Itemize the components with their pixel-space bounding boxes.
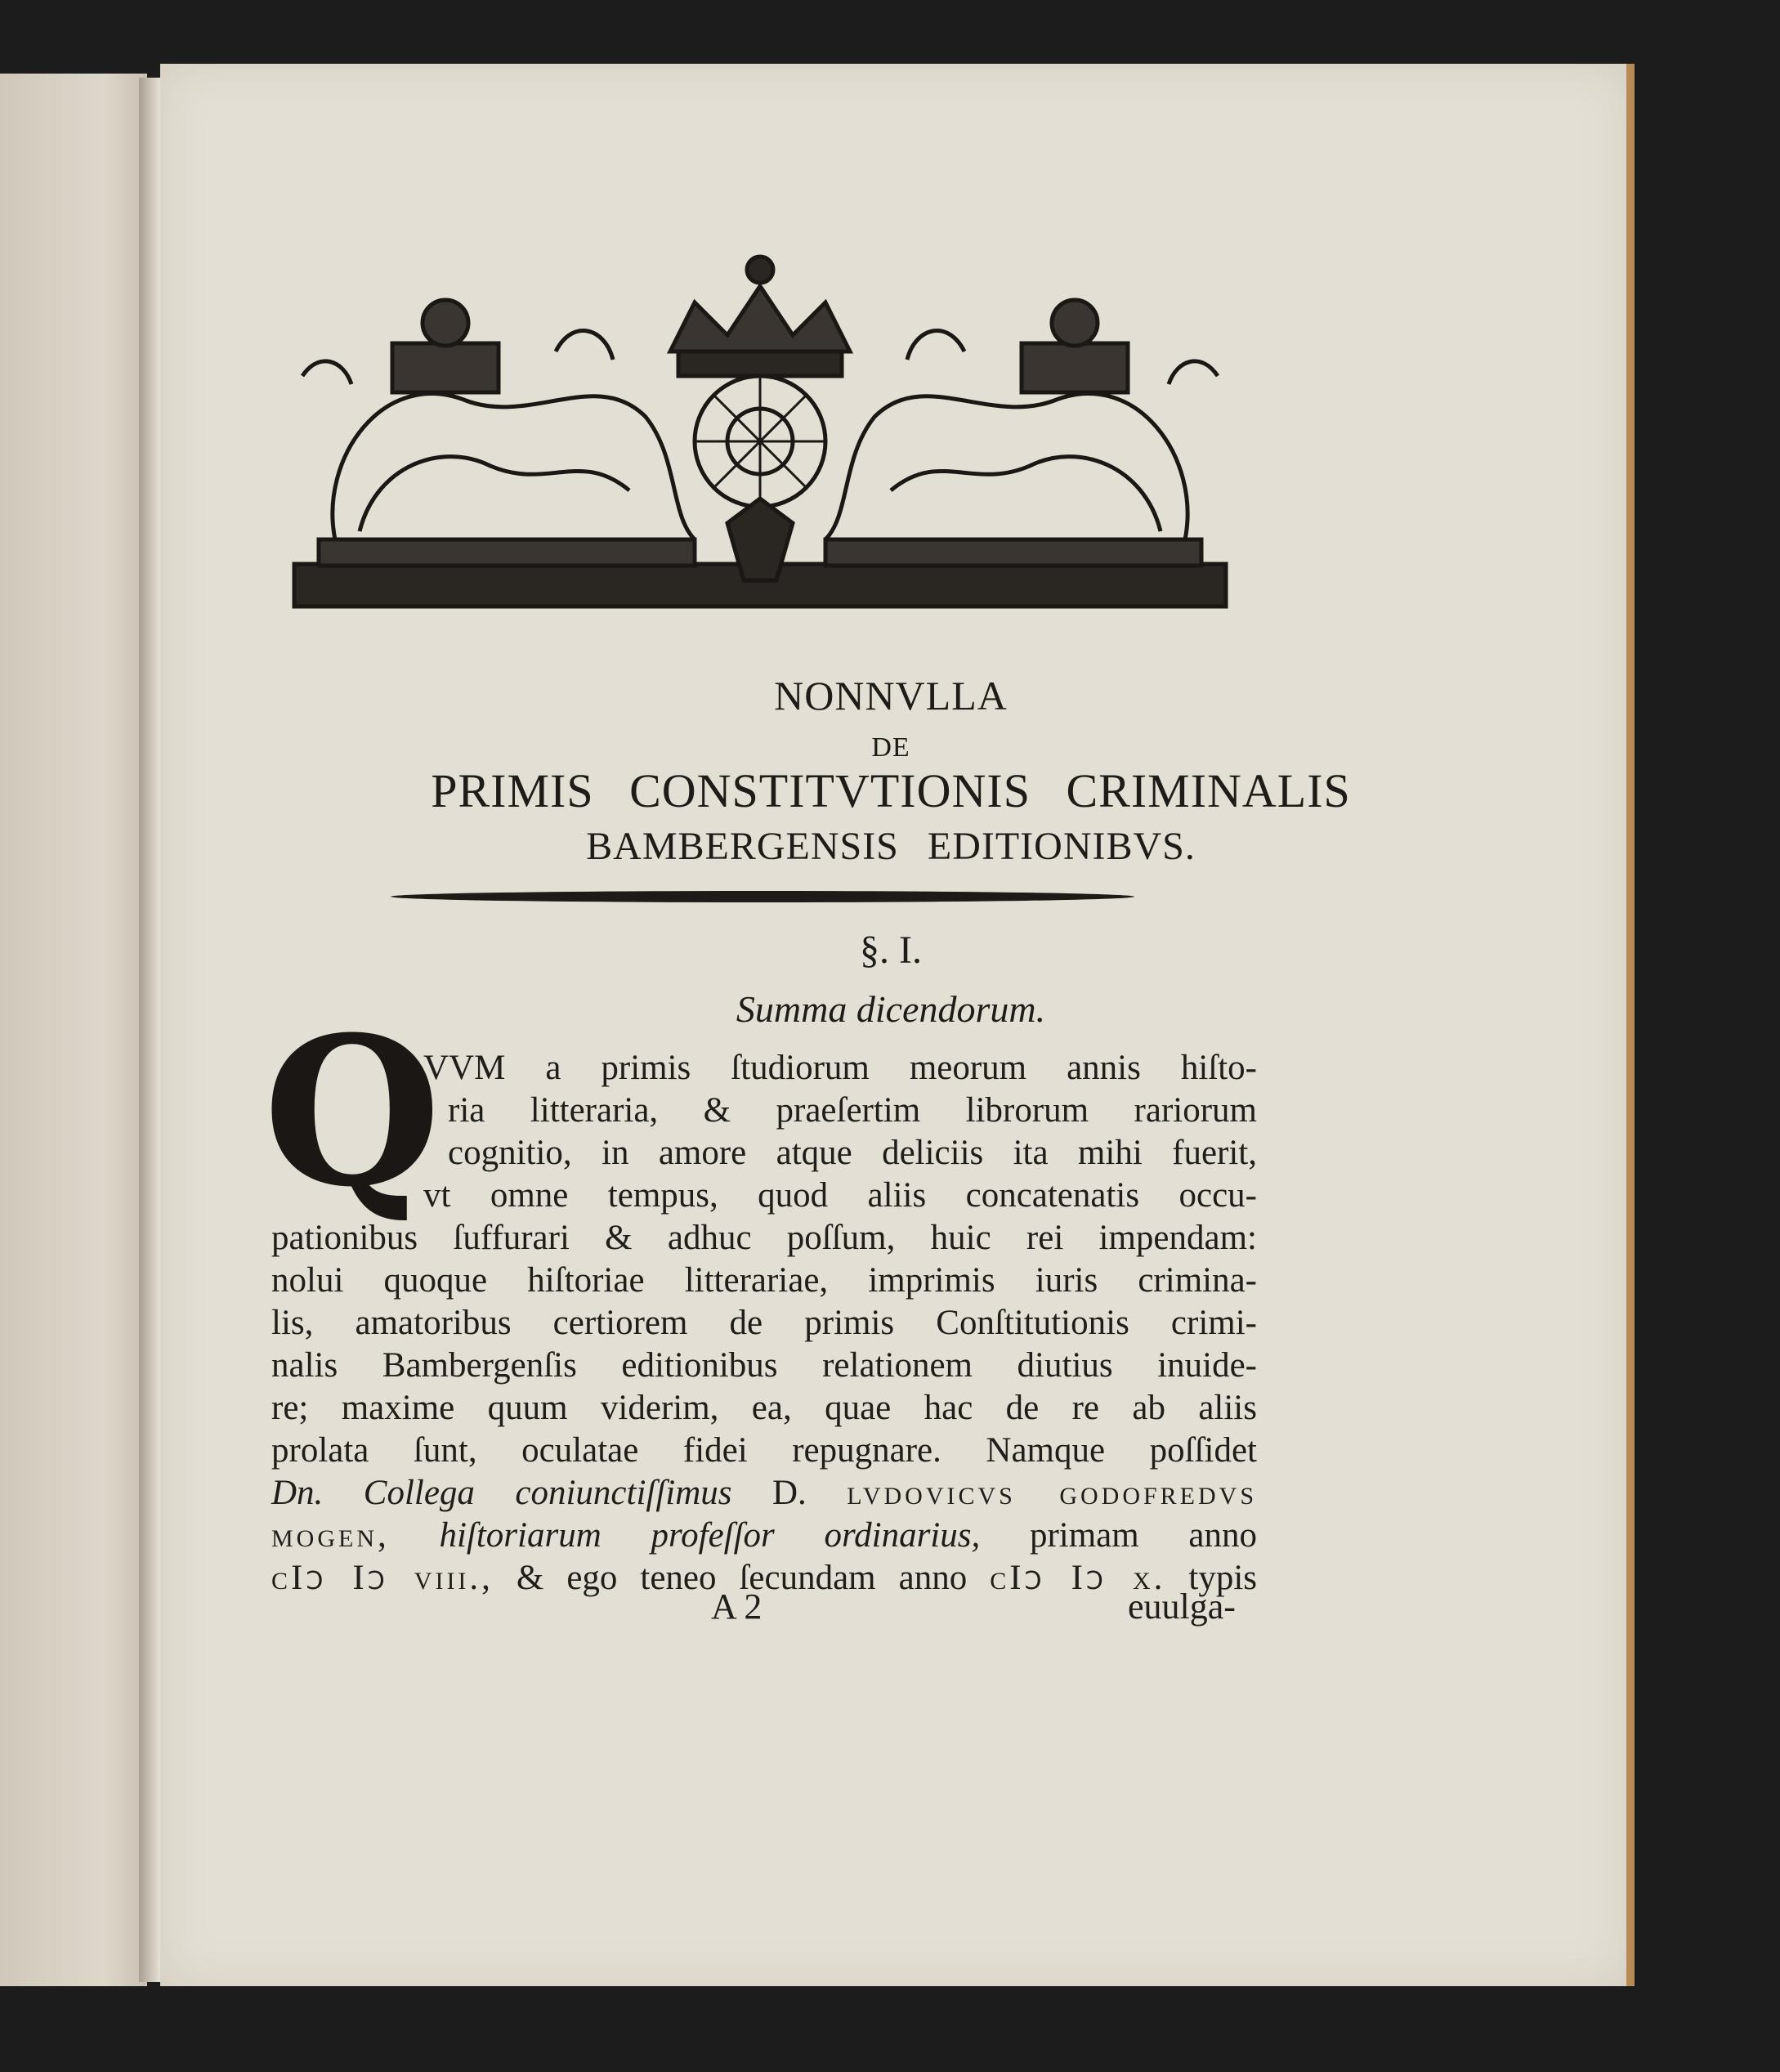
text-run: & ego teneo ſecundam anno (516, 1559, 968, 1597)
text-line: lis, amatoribus certiorem de primis Conſtitutionis crimi- (271, 1304, 1257, 1342)
text-line: ria litteraria, & praeſertim librorum rariorum (448, 1091, 1257, 1130)
section-number: §. I. (860, 929, 922, 972)
page-edge (1626, 64, 1635, 1986)
title-line-2: DE (871, 732, 910, 763)
title-line-4: BAMBERGENSIS EDITIONIBVS. (586, 825, 1196, 868)
text-line: re; maxime quum viderim, ea, quae hac de re ab aliis (271, 1389, 1257, 1427)
text-run: primam anno (1029, 1516, 1258, 1555)
text-line (271, 1558, 1257, 1598)
text-line: prolata ſunt, oculatae fidei repugnare. Namque poſſidet (271, 1431, 1257, 1470)
text-run-smallcaps: cIↄ Iↄ viii., (271, 1559, 494, 1597)
text-run-italic: hiſtoriarum profeſſor ordinarius, (439, 1516, 981, 1555)
text-line: nolui quoque hiſtoriae litterariae, imprimis iuris crimina- (271, 1261, 1257, 1300)
drop-cap: Q (263, 991, 441, 1232)
text-run-italic: Dn. Collega coniunctiſſimus (271, 1474, 732, 1512)
text-line: nalis Bambergenſis editionibus relationem diutius inuide- (271, 1346, 1257, 1385)
signature-mark: A 2 (711, 1586, 763, 1627)
text-run: D. (772, 1474, 807, 1512)
text-line: vt omne tempus, quod aliis concatenatis occu- (423, 1176, 1257, 1215)
text-line: cognitio, in amore atque deliciis ita mihi fuerit, (448, 1134, 1257, 1172)
catchword: euulga- (1128, 1586, 1236, 1627)
text-run-smallcaps: cIↄ Iↄ x. (990, 1559, 1166, 1597)
section-heading: Summa dicendorum. (736, 988, 1046, 1030)
headpiece-ornament (286, 253, 1234, 613)
text-run-smallcaps: mogen, (271, 1516, 390, 1555)
title-line-1: NONNVLLA (774, 673, 1008, 718)
text-line: VVM a primis ſtudiorum meorum annis hiſto- (423, 1049, 1257, 1087)
text-line (271, 1473, 1257, 1513)
text-run: typis (1188, 1559, 1258, 1597)
facing-page (0, 74, 147, 1986)
book-gutter (139, 78, 160, 1982)
text-line: pationibus ſuffurari & adhuc poſſum, huic rei impendam: (271, 1219, 1257, 1257)
text-run-smallcaps: lvdovicvs godofredvs (847, 1474, 1258, 1512)
text-line (271, 1515, 1257, 1555)
title-rule (391, 891, 1134, 902)
title-line-3: PRIMIS CONSTITVTIONIS CRIMINALIS (431, 764, 1351, 817)
